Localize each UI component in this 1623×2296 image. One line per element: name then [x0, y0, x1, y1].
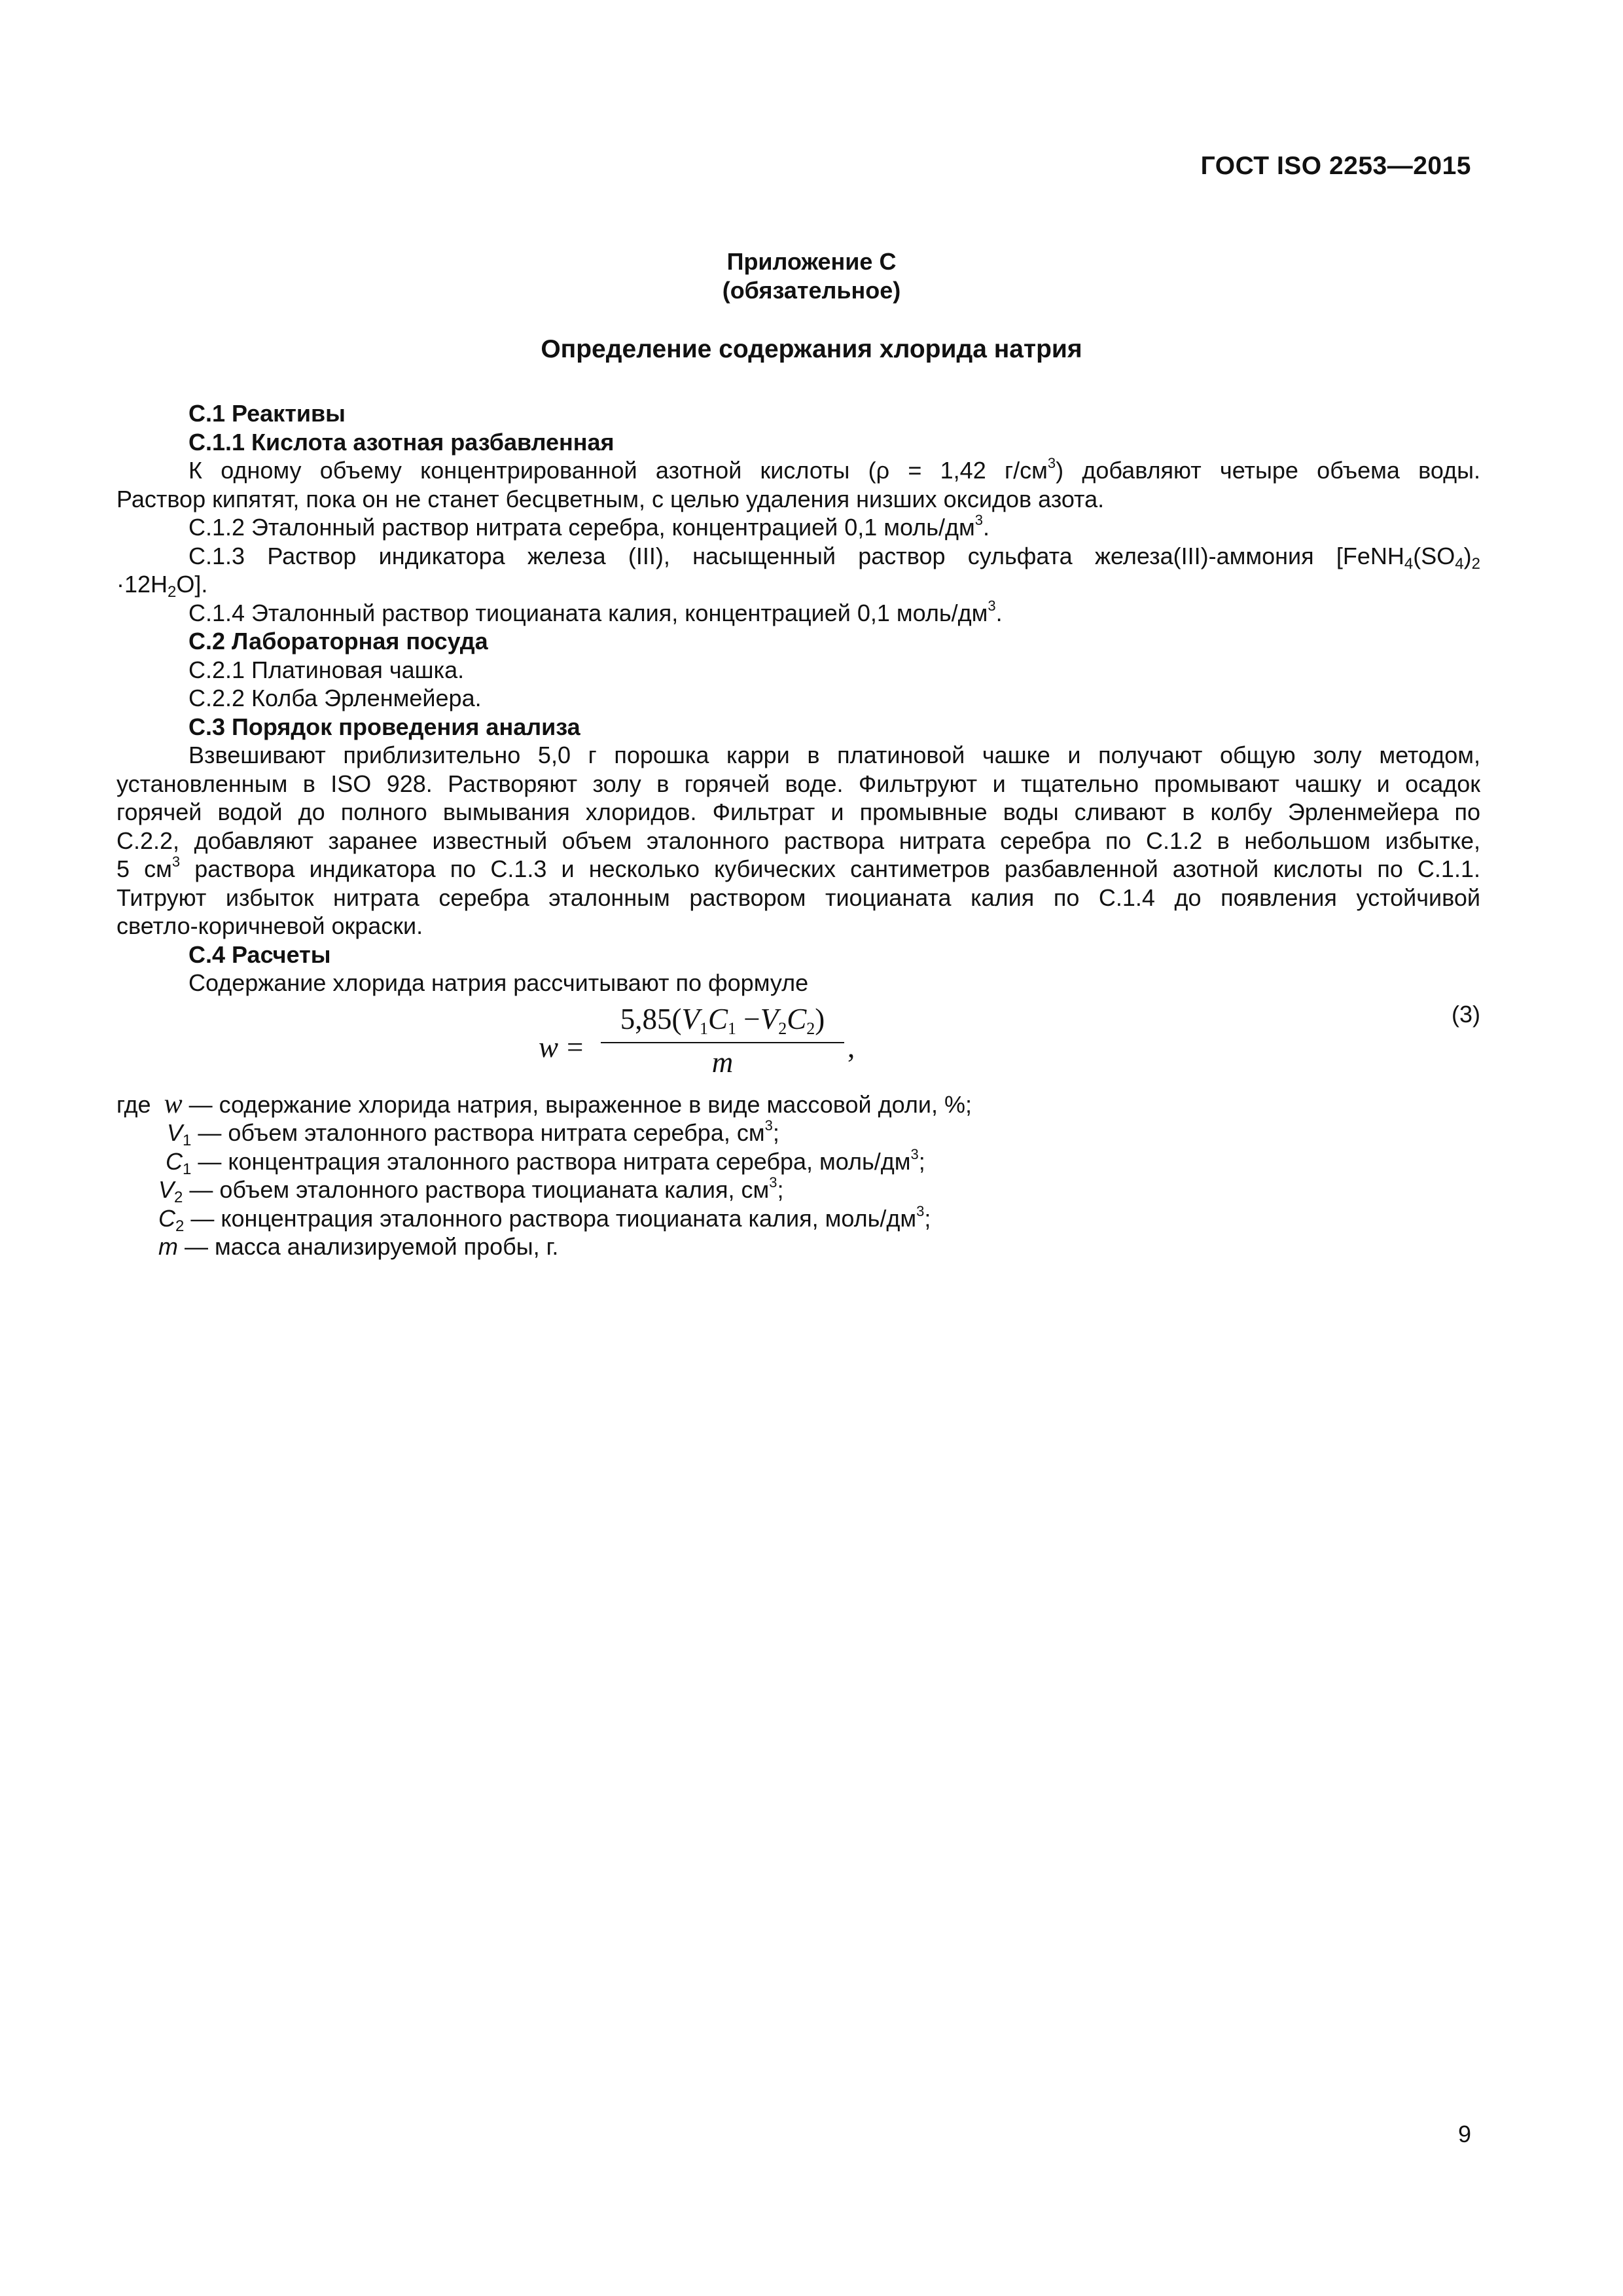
legend-semicolon: ;: [924, 1204, 931, 1232]
legend-c1-text: — концентрация эталонного раствора нитрата серебра, моль/дм: [191, 1147, 911, 1175]
section-c3-heading: С.3 Порядок проведения анализа: [188, 713, 580, 740]
formula-c: C: [708, 1002, 728, 1035]
legend-v1-symbol: V: [167, 1119, 183, 1146]
c1-3-text-d: ·12H: [116, 571, 168, 598]
cube-exponent: 3: [769, 1174, 777, 1191]
section-c4-paragraph: Содержание хлорида натрия рассчитывают по формуле: [188, 969, 809, 996]
formula-c: C: [787, 1002, 807, 1035]
section-c1-1-paragraph-line2: Раствор кипятят, пока он не станет бесцветным, с целью удаления низших оксидов азота.: [116, 485, 1105, 512]
c1-4-text: С.1.4 Эталонный раствор тиоцианата калия, концентрацией 0,1 моль/дм: [188, 599, 988, 626]
section-c2-2-paragraph: С.2.2 Колба Эрленмейера.: [188, 685, 482, 711]
cube-exponent: 3: [916, 1202, 925, 1219]
formula-v: V: [760, 1002, 779, 1035]
formula-sub2: 2: [806, 1018, 815, 1038]
annex-heading: [0, 247, 1623, 305]
legend-c2-sub: 2: [175, 1217, 185, 1235]
legend-v2-text: — объем эталонного раствора тиоцианата калия, см: [183, 1176, 770, 1203]
legend-v1-text: — объем эталонного раствора нитрата серебра, см: [191, 1119, 765, 1146]
c1-3-sub1: 4: [1404, 554, 1414, 573]
section-c1-2-paragraph: [116, 513, 1480, 542]
legend-w: [116, 1090, 1480, 1119]
section-c1-1-heading: С.1.1 Кислота азотная разбавленная: [188, 428, 615, 456]
legend-c2-symbol: C: [158, 1204, 175, 1232]
c1-3-text-e: O].: [176, 571, 208, 598]
fraction-bar: [601, 1042, 844, 1043]
cube-exponent: 3: [974, 512, 984, 528]
section-c2-1-paragraph: С.2.1 Платиновая чашка.: [188, 656, 465, 683]
annex-body: [116, 399, 1480, 1261]
legend-semicolon: ;: [772, 1119, 779, 1146]
formula-trailing-comma: ,: [847, 1030, 855, 1064]
c3-text-5b: раствора индикатора по С.1.3 и несколько кубических сантиметров разбавленной азотной кислоты по С.1.1.: [180, 855, 1480, 882]
c1-1-text-a: К одному объему концентрированной азотной кислоты (ρ = 1,42 г/см: [188, 457, 1048, 484]
formula-sub1: 1: [728, 1018, 737, 1038]
formula-fraction: [601, 1002, 844, 1079]
annex-title: Определение содержания хлорида натрия: [541, 335, 1082, 363]
legend-c1-sub: 1: [183, 1160, 192, 1178]
cube-exponent: 3: [171, 853, 181, 870]
formula-row: [116, 1000, 1480, 1090]
section-c1-3-paragraph-line1: [116, 542, 1480, 571]
cube-exponent: 3: [764, 1117, 773, 1134]
c1-1-text-b: ) добавляют четыре объема воды.: [1056, 457, 1480, 484]
legend-m-symbol: m: [158, 1233, 178, 1260]
annex-status: (обязательное): [722, 277, 901, 304]
c1-2-text: С.1.2 Эталонный раствор нитрата серебра, концентрацией 0,1 моль/дм: [188, 514, 975, 541]
legend-c2-text: — концентрация эталонного раствора тиоцианата калия, моль/дм: [184, 1204, 917, 1232]
legend-m: [116, 1232, 1480, 1261]
legend-c1: [116, 1147, 1480, 1176]
section-c3-line3: горячей водой до полного вымывания хлоридов. Фильтрат и промывные воды сливают в колбу Эрленмейера по: [116, 798, 1480, 825]
section-c1-heading: С.1 Реактивы: [188, 400, 346, 427]
section-c1-3-paragraph-line2: [116, 570, 1480, 599]
cube-exponent: 3: [1047, 455, 1056, 471]
formula-minus: −: [736, 1002, 760, 1035]
c1-3-text-b: (SO: [1413, 542, 1455, 569]
section-c3-line2: установленным в ISO 928. Растворяют золу в горячей воде. Фильтруют и тщательно промывают чашку и осадок: [116, 770, 1480, 797]
section-c2-heading: С.2 Лабораторная посуда: [188, 628, 488, 655]
section-c3-line5: [116, 855, 1480, 884]
period: .: [983, 514, 990, 541]
cube-exponent: 3: [910, 1145, 919, 1162]
section-c3-line7: светло-коричневой окраски.: [116, 912, 423, 939]
section-c1-1-paragraph-line1: [116, 456, 1480, 485]
section-c1-4-paragraph: [116, 599, 1480, 628]
page-number: 9: [1457, 2121, 1471, 2147]
formula-sub1: 1: [700, 1018, 709, 1038]
annex-label: Приложение С: [726, 248, 897, 275]
legend-v1-sub: 1: [183, 1132, 192, 1149]
c1-3-sub4: 2: [168, 583, 177, 601]
formula-close: ): [815, 1002, 825, 1035]
legend-w-text: — содержание хлорида натрия, выраженное в виде массовой доли, %;: [182, 1090, 972, 1118]
legend-v2-sub: 2: [174, 1189, 183, 1206]
formula-equals: =: [567, 1030, 584, 1064]
c1-3-text-a: С.1.3 Раствор индикатора железа (III), насыщенный раствор сульфата железа(III)-аммония [FeNH: [188, 542, 1404, 569]
c1-3-sub2: 4: [1455, 554, 1464, 573]
legend-v1: [116, 1119, 1480, 1147]
formula-coef: 5,85(: [620, 1002, 682, 1035]
c3-text-5a: 5 см: [116, 855, 172, 882]
legend-where: где: [116, 1090, 151, 1118]
section-c3-line4: С.2.2, добавляют заранее известный объем эталонного раствора нитрата серебра по С.1.2 в небольшом избытке,: [116, 827, 1480, 854]
formula-lhs: w: [539, 1030, 559, 1064]
legend-v2-symbol: V: [158, 1176, 175, 1203]
period: .: [995, 599, 1003, 626]
legend-semicolon: ;: [918, 1147, 925, 1175]
formula-denominator: m: [711, 1045, 734, 1079]
legend-c2: [116, 1204, 1480, 1233]
c1-3-text-c: ): [1463, 542, 1472, 569]
legend-w-symbol: w: [164, 1088, 183, 1119]
standard-number: ГОСТ ISO 2253—2015: [1200, 152, 1471, 180]
legend-semicolon: ;: [777, 1176, 784, 1203]
legend-c1-symbol: C: [166, 1147, 183, 1175]
legend-m-text: — масса анализируемой пробы, г.: [178, 1233, 559, 1260]
legend-v2: [116, 1175, 1480, 1204]
section-c3-line1: Взвешивают приблизительно 5,0 г порошка карри в платиновой чашке и получают общую золу методом,: [188, 742, 1480, 768]
cube-exponent: 3: [988, 597, 996, 614]
formula-v: V: [681, 1002, 700, 1035]
formula-numerator: [601, 1002, 844, 1041]
equation-number: (3): [1452, 1000, 1480, 1028]
section-c4-heading: С.4 Расчеты: [188, 941, 331, 968]
formula-sub2: 2: [778, 1018, 787, 1038]
c1-3-sub3: 2: [1471, 554, 1480, 573]
section-c3-line6: Титруют избыток нитрата серебра эталонным раствором тиоцианата калия по С.1.4 до появления устойчивой: [116, 884, 1480, 911]
